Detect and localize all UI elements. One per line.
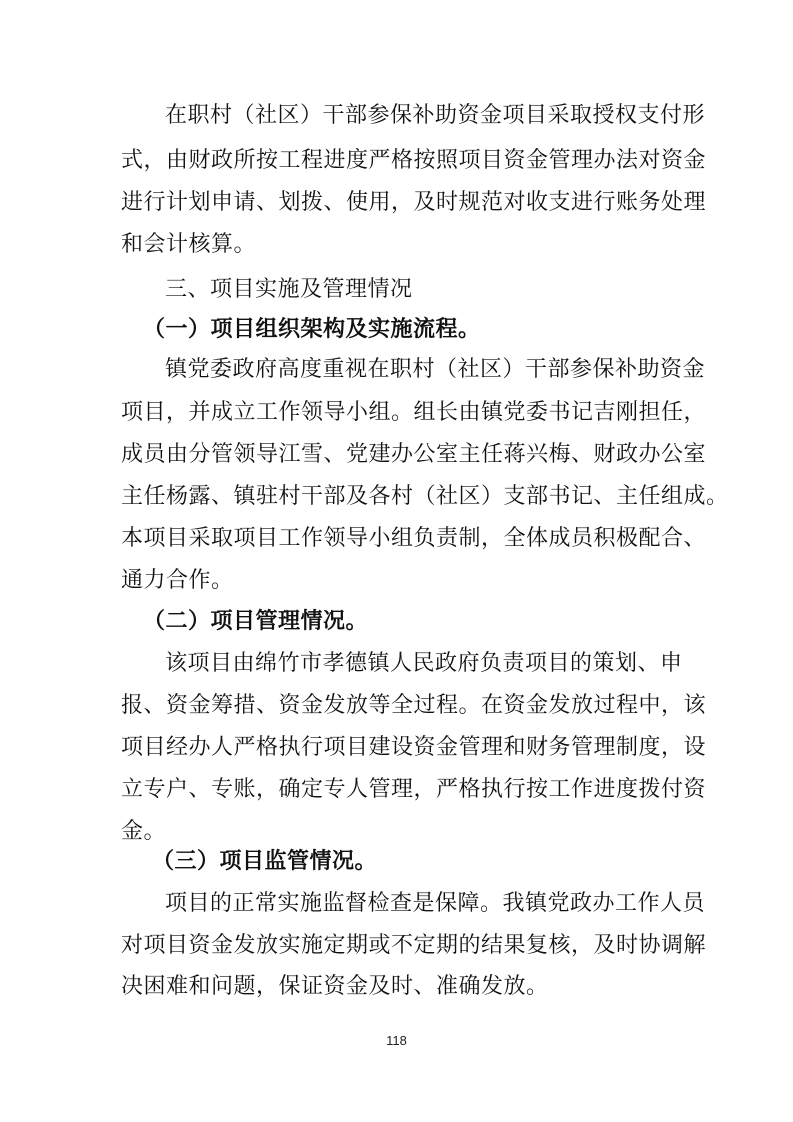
paragraph-3-line-3: 项目经办人严格执行项目建设资金管理和财务管理制度，设 bbox=[121, 735, 707, 760]
paragraph-1-line-4: 和会计核算。 bbox=[121, 232, 257, 257]
subsection-2-heading: （二）项目管理情况。 bbox=[143, 608, 369, 634]
subsection-3-heading: （三）项目监管情况。 bbox=[152, 848, 378, 874]
paragraph-2-line-6: 通力合作。 bbox=[121, 568, 234, 593]
section-3-heading: 三、项目实施及管理情况 bbox=[165, 277, 413, 302]
paragraph-2-line-1: 镇党委政府高度重视在职村（社区）干部参保补助资金 bbox=[165, 357, 706, 382]
paragraph-1-line-2: 式，由财政所按工程进度严格按照项目资金管理办法对资金 bbox=[121, 148, 707, 173]
paragraph-2-line-3: 成员由分管领导江雪、党建办公室主任蒋兴梅、财政办公室 bbox=[121, 442, 707, 467]
paragraph-2-line-5: 本项目采取项目工作领导小组负责制，全体成员积极配合、 bbox=[121, 526, 707, 551]
paragraph-3-line-4: 立专户、专账，确定专人管理，严格执行按工作进度拨付资 bbox=[121, 777, 707, 802]
paragraph-1-line-1: 在职村（社区）干部参保补助资金项目采取授权支付形 bbox=[165, 103, 706, 128]
paragraph-4-line-2: 对项目资金发放实施定期或不定期的结果复核，及时协调解 bbox=[121, 933, 707, 958]
paragraph-2-line-2: 项目，并成立工作领导小组。组长由镇党委书记吉刚担任， bbox=[121, 400, 707, 425]
page-number: 118 bbox=[386, 1033, 407, 1048]
paragraph-3-line-1: 该项目由绵竹市孝德镇人民政府负责项目的策划、申 bbox=[165, 651, 683, 676]
paragraph-1-line-3: 进行计划申请、划拨、使用，及时规范对收支进行账务处理 bbox=[121, 190, 707, 215]
subsection-1-heading: （一）项目组织架构及实施流程。 bbox=[143, 316, 481, 342]
paragraph-3-line-5: 金。 bbox=[121, 819, 167, 844]
paragraph-4-line-1: 项目的正常实施监督检查是保障。我镇党政办工作人员 bbox=[165, 891, 706, 916]
paragraph-2-line-4: 主任杨露、镇驻村干部及各村（社区）支部书记、主任组成。 bbox=[121, 484, 729, 509]
paragraph-4-line-3: 决困难和问题，保证资金及时、准确发放。 bbox=[121, 974, 549, 999]
paragraph-3-line-2: 报、资金筹措、资金发放等全过程。在资金发放过程中，该 bbox=[121, 693, 707, 718]
